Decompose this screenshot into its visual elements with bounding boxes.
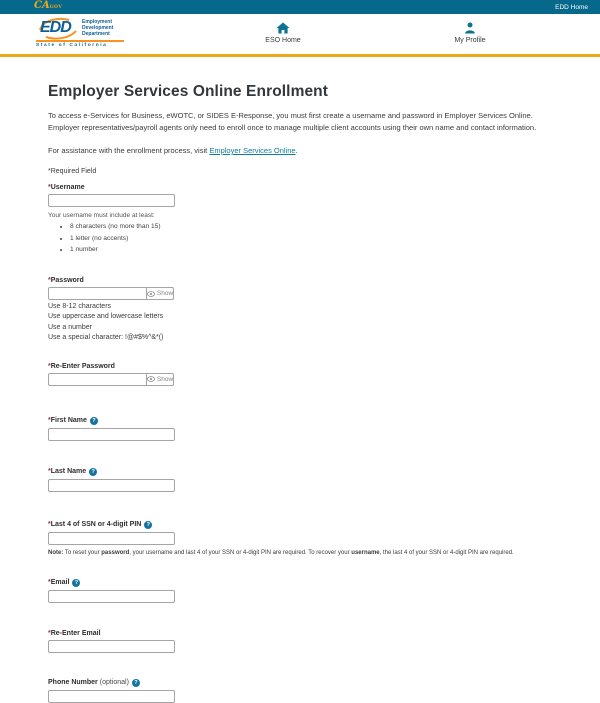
- eye-icon: [147, 291, 155, 297]
- intro-paragraph: To access e-Services for Business, eWOTC, or SIDES E-Response, you must first create a username and password in Employer Services Online. Employer representatives/payroll agents only need to enroll once to manage multiple client accounts using their own name and contact information.: [48, 111, 537, 132]
- last-name-help-icon[interactable]: ?: [89, 468, 97, 476]
- phone-input[interactable]: [48, 690, 175, 703]
- assistance-prefix: For assistance with the enrollment process, visit: [48, 146, 210, 155]
- first-name-help-icon[interactable]: ?: [90, 417, 98, 425]
- site-header: [0, 14, 600, 54]
- phone-label: Phone Number (optional) ?: [48, 679, 552, 687]
- edd-tagline: State of California: [36, 40, 124, 48]
- required-marker: *: [48, 417, 51, 425]
- password-field-group: [48, 277, 552, 341]
- password-show-button[interactable]: Show: [146, 287, 174, 300]
- username-field-group: [48, 184, 552, 253]
- ssn-pin-help-icon[interactable]: ?: [144, 521, 152, 529]
- password-rule: Use a number: [48, 323, 92, 331]
- username-rules-intro: Your username must include at least:: [48, 212, 155, 219]
- nav-my-profile[interactable]: [438, 22, 502, 44]
- utility-bar: [0, 0, 600, 14]
- edd-acronym: EDD: [40, 19, 71, 36]
- reenter-password-show-button[interactable]: Show: [146, 373, 174, 386]
- ssn-pin-input[interactable]: [48, 532, 175, 545]
- password-label: *Password: [48, 277, 84, 284]
- required-marker: *: [48, 184, 51, 191]
- first-name-field-group: [48, 417, 552, 441]
- enrollment-form: [48, 184, 552, 703]
- last-name-label: *Last Name ?: [48, 468, 552, 476]
- phone-optional-suffix: (optional): [99, 679, 129, 687]
- reenter-password-input[interactable]: [48, 373, 147, 386]
- reenter-email-field-group: [48, 630, 552, 653]
- home-icon: [276, 22, 290, 34]
- first-name-input[interactable]: [48, 428, 175, 441]
- username-rule: • 1 letter (no accents): [70, 235, 552, 242]
- password-rule: Use 8-12 characters: [48, 303, 112, 311]
- person-icon: [464, 22, 476, 34]
- assistance-line: [48, 146, 552, 155]
- ca-gov-logo-secondary: GOV: [49, 5, 63, 10]
- assistance-suffix: .: [295, 146, 298, 155]
- required-marker: *: [48, 521, 51, 529]
- email-label: *Email ?: [48, 579, 552, 587]
- required-marker: *: [48, 468, 51, 476]
- edd-home-link[interactable]: EDD Home: [555, 3, 588, 11]
- page-title: Employer Services Online Enrollment: [48, 83, 329, 100]
- required-field-note: *Required Field: [48, 168, 97, 175]
- edd-logo[interactable]: [36, 17, 124, 48]
- last-name-input[interactable]: [48, 479, 175, 492]
- reenter-email-input[interactable]: [48, 640, 175, 653]
- last-name-field-group: [48, 468, 552, 492]
- first-name-label: *First Name ?: [48, 417, 552, 425]
- username-rules-list: [70, 223, 552, 253]
- password-input[interactable]: [48, 287, 147, 300]
- edd-org-name: Employment Development Department: [82, 19, 114, 37]
- password-rule: Use uppercase and lowercase letters: [48, 313, 164, 321]
- ssn-pin-note: Note: To reset your password, your username and last 4 of your SSN or 4-digit PIN are required. To recover your username, the last 4 of your SSN or 4-digit PIN are required.: [48, 549, 514, 556]
- eye-icon: [147, 376, 155, 382]
- main-content: [0, 83, 600, 703]
- employer-services-online-link[interactable]: Employer Services Online: [209, 146, 296, 155]
- required-marker: *: [48, 629, 51, 637]
- username-label: *Username: [48, 184, 85, 191]
- reenter-password-label: *Re-Enter Password: [48, 362, 115, 370]
- password-rules: [48, 303, 552, 341]
- password-rule: Use a special character: !@#$%^&*(): [48, 333, 164, 341]
- phone-field-group: [48, 679, 552, 703]
- ssn-pin-label: *Last 4 of SSN or 4-digit PIN ?: [48, 521, 552, 529]
- required-marker: *: [48, 362, 51, 370]
- email-help-icon[interactable]: ?: [72, 579, 80, 587]
- phone-help-icon[interactable]: ?: [132, 679, 140, 687]
- gold-divider: [0, 54, 600, 57]
- nav-my-profile-label: My Profile: [454, 37, 486, 44]
- reenter-password-field-group: [48, 363, 552, 386]
- nav-eso-home[interactable]: [251, 22, 315, 44]
- required-marker: *: [48, 277, 51, 284]
- username-rule: • 8 characters (no more than 15): [70, 223, 552, 230]
- ssn-pin-field-group: [48, 521, 552, 556]
- nav-eso-home-label: ESO Home: [265, 37, 301, 44]
- username-rule: • 1 number: [70, 246, 552, 253]
- email-input[interactable]: [48, 590, 175, 603]
- reenter-email-label: *Re-Enter Email: [48, 629, 101, 637]
- ca-gov-logo-primary: CA: [34, 0, 50, 11]
- username-input[interactable]: [48, 194, 175, 207]
- required-marker: *: [48, 579, 51, 587]
- email-field-group: [48, 579, 552, 603]
- ca-gov-logo[interactable]: [34, 1, 62, 13]
